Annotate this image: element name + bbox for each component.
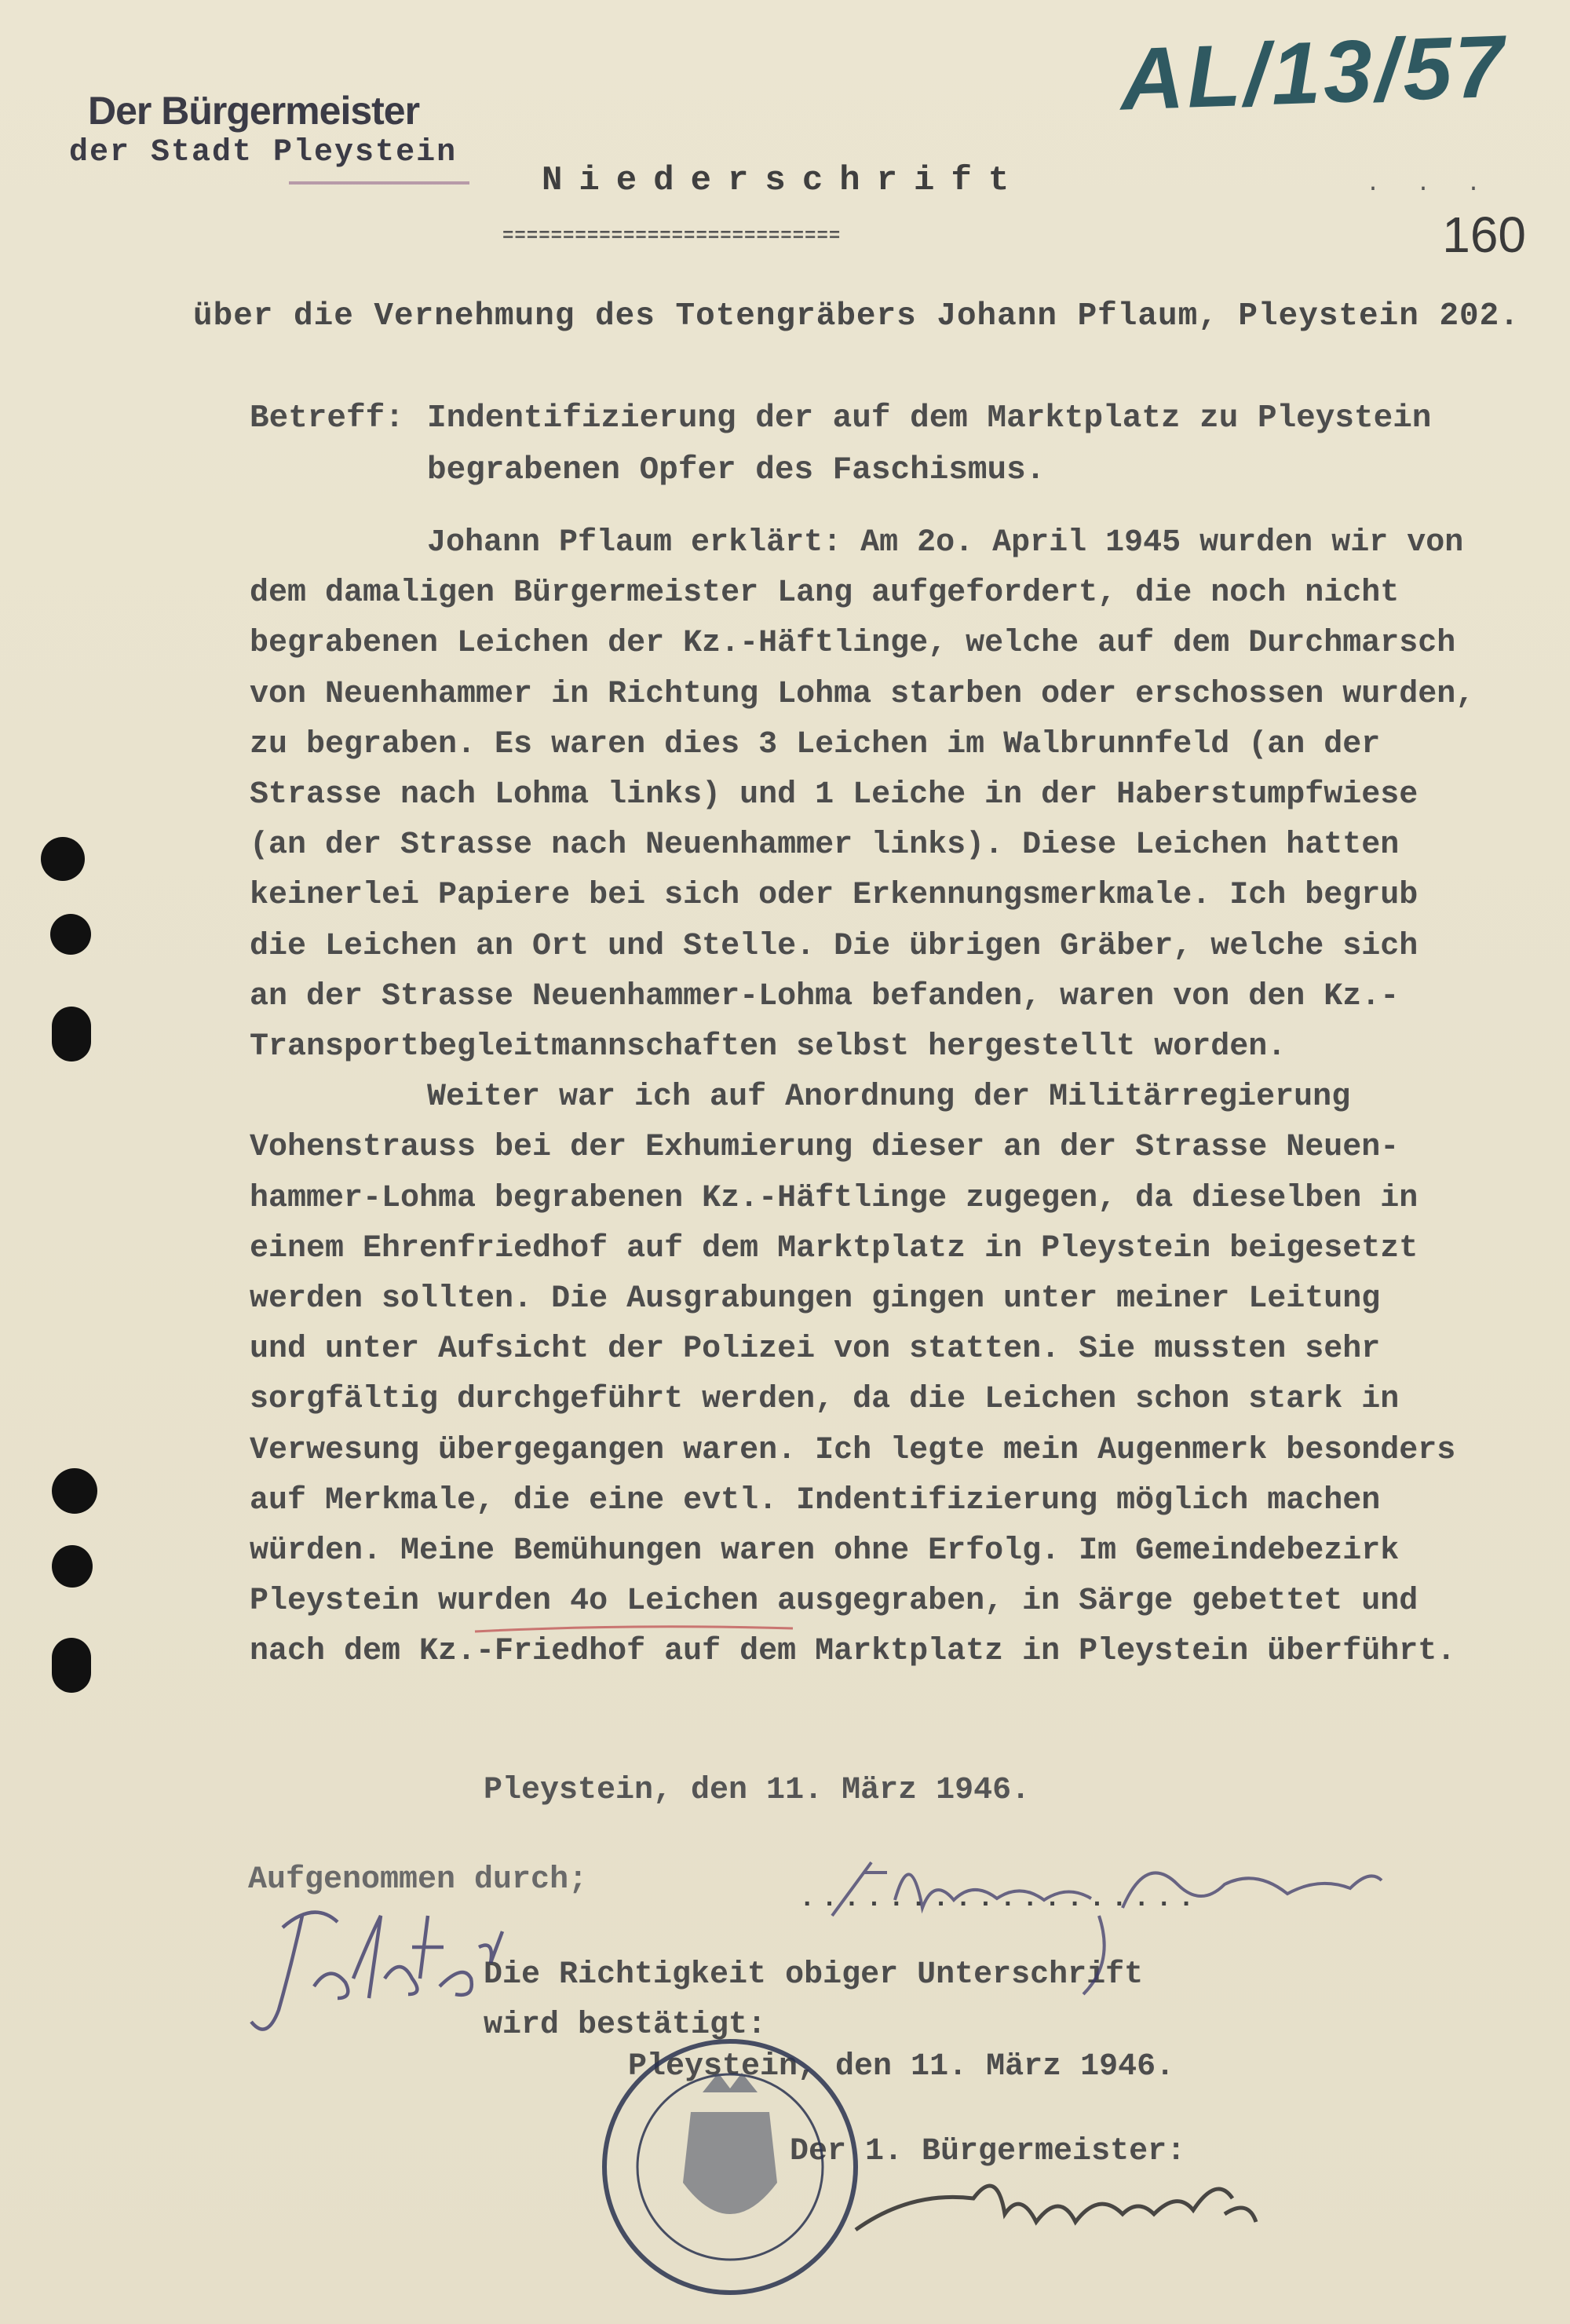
text-line: würden. Meine Bemühungen waren ohne Erfolg. Im Gemeindebezirk: [250, 1533, 1400, 1569]
text-line: zu begraben. Es waren dies 3 Leichen im Walbrunnfeld (an der: [250, 726, 1381, 762]
witness-signature: [832, 1862, 1382, 1994]
mayor-label: Der 1. Bürgermeister:: [790, 2134, 1186, 2169]
official-stamp: [604, 2041, 856, 2293]
text-line: Johann Pflaum erklärt: Am 2o. April 1945 wurden wir von: [427, 525, 1464, 561]
text-line: dem damaligen Bürgermeister Lang aufgefordert, die noch nicht: [250, 576, 1400, 612]
document-title: Niederschrift: [542, 161, 1026, 200]
text-line: die Leichen an Ort und Stelle. Die übrigen Gräber, welche sich: [250, 928, 1418, 964]
mayor-signature: [856, 2186, 1256, 2230]
text-line: (an der Strasse nach Neuenhammer links). Diese Leichen hatten: [250, 828, 1400, 864]
archive-reference: AL/13/57: [1119, 16, 1510, 129]
page-number: 160: [1442, 206, 1526, 263]
place-date: Pleystein, den 11. März 1946.: [484, 1773, 1031, 1808]
confirmation-line-2: wird bestätigt:: [484, 2008, 767, 2043]
text-line: einem Ehrenfriedhof auf dem Marktplatz in Pleystein beigesetzt: [250, 1230, 1418, 1266]
betreff-label: Betreff:: [250, 400, 404, 437]
betreff-line-2: begrabenen Opfer des Faschismus.: [427, 452, 1046, 488]
text-line: Vohenstrauss bei der Exhumierung dieser an der Strasse Neuen-: [250, 1130, 1400, 1166]
text-line: Verwesung übergegangen waren. Ich legte mein Augenmerk besonders: [250, 1432, 1456, 1468]
recorder-signature: [251, 1913, 502, 2030]
text-line: Transportbegleitmannschaften selbst hergestellt worden.: [250, 1029, 1287, 1065]
place-date-2: Pleystein, den 11. März 1946.: [628, 2049, 1175, 2085]
text-line: werden sollten. Die Ausgrabungen gingen unter meiner Leitung: [250, 1281, 1381, 1317]
text-line: nach dem Kz.-Friedhof auf dem Marktplatz in Pleystein überführt.: [250, 1634, 1456, 1670]
decorative-dots: . . .: [1366, 171, 1492, 198]
text-line: von Neuenhammer in Richtung Lohma starben oder erschossen wurden,: [250, 676, 1475, 712]
betreff-line-1: Indentifizierung der auf dem Marktplatz zu Pleystein: [427, 400, 1432, 437]
confirmation-line-1: Die Richtigkeit obiger Unterschrift: [484, 1957, 1144, 1993]
text-line: begrabenen Leichen der Kz.-Häftlinge, welche auf dem Durchmarsch: [250, 626, 1456, 662]
title-underline: ============================: [502, 226, 842, 247]
subject-line: über die Vernehmung des Totengräbers Johann Pflaum, Pleystein 202.: [193, 298, 1520, 334]
text-line: an der Strasse Neuenhammer-Lohma befanden, waren von den Kz.-: [250, 978, 1400, 1014]
red-underline: [475, 1627, 793, 1632]
recorded-by-label: Aufgenommen durch;: [248, 1862, 588, 1898]
text-line: Strasse nach Lohma links) und 1 Leiche in der Haberstumpfwiese: [250, 777, 1418, 813]
text-line: hammer-Lohma begrabenen Kz.-Häftlinge zugegen, da dieselben in: [250, 1180, 1418, 1216]
letterhead-city: der Stadt Pleystein: [69, 135, 458, 170]
letterhead-title: Der Bürgermeister: [88, 89, 420, 133]
signature-line: ..................: [799, 1884, 1201, 1914]
text-line: Pleystein wurden 4o Leichen ausgegraben, in Särge gebettet und: [250, 1584, 1418, 1620]
text-line: keinerlei Papiere bei sich oder Erkennungsmerkmale. Ich begrub: [250, 878, 1418, 914]
text-line: auf Merkmale, die eine evtl. Indentifizierung möglich machen: [250, 1482, 1381, 1518]
text-line: und unter Aufsicht der Polizei von statten. Sie mussten sehr: [250, 1332, 1381, 1368]
text-line: sorgfältig durchgeführt werden, da die Leichen schon stark in: [250, 1382, 1400, 1418]
text-line: Weiter war ich auf Anordnung der Militärregierung: [427, 1080, 1351, 1116]
